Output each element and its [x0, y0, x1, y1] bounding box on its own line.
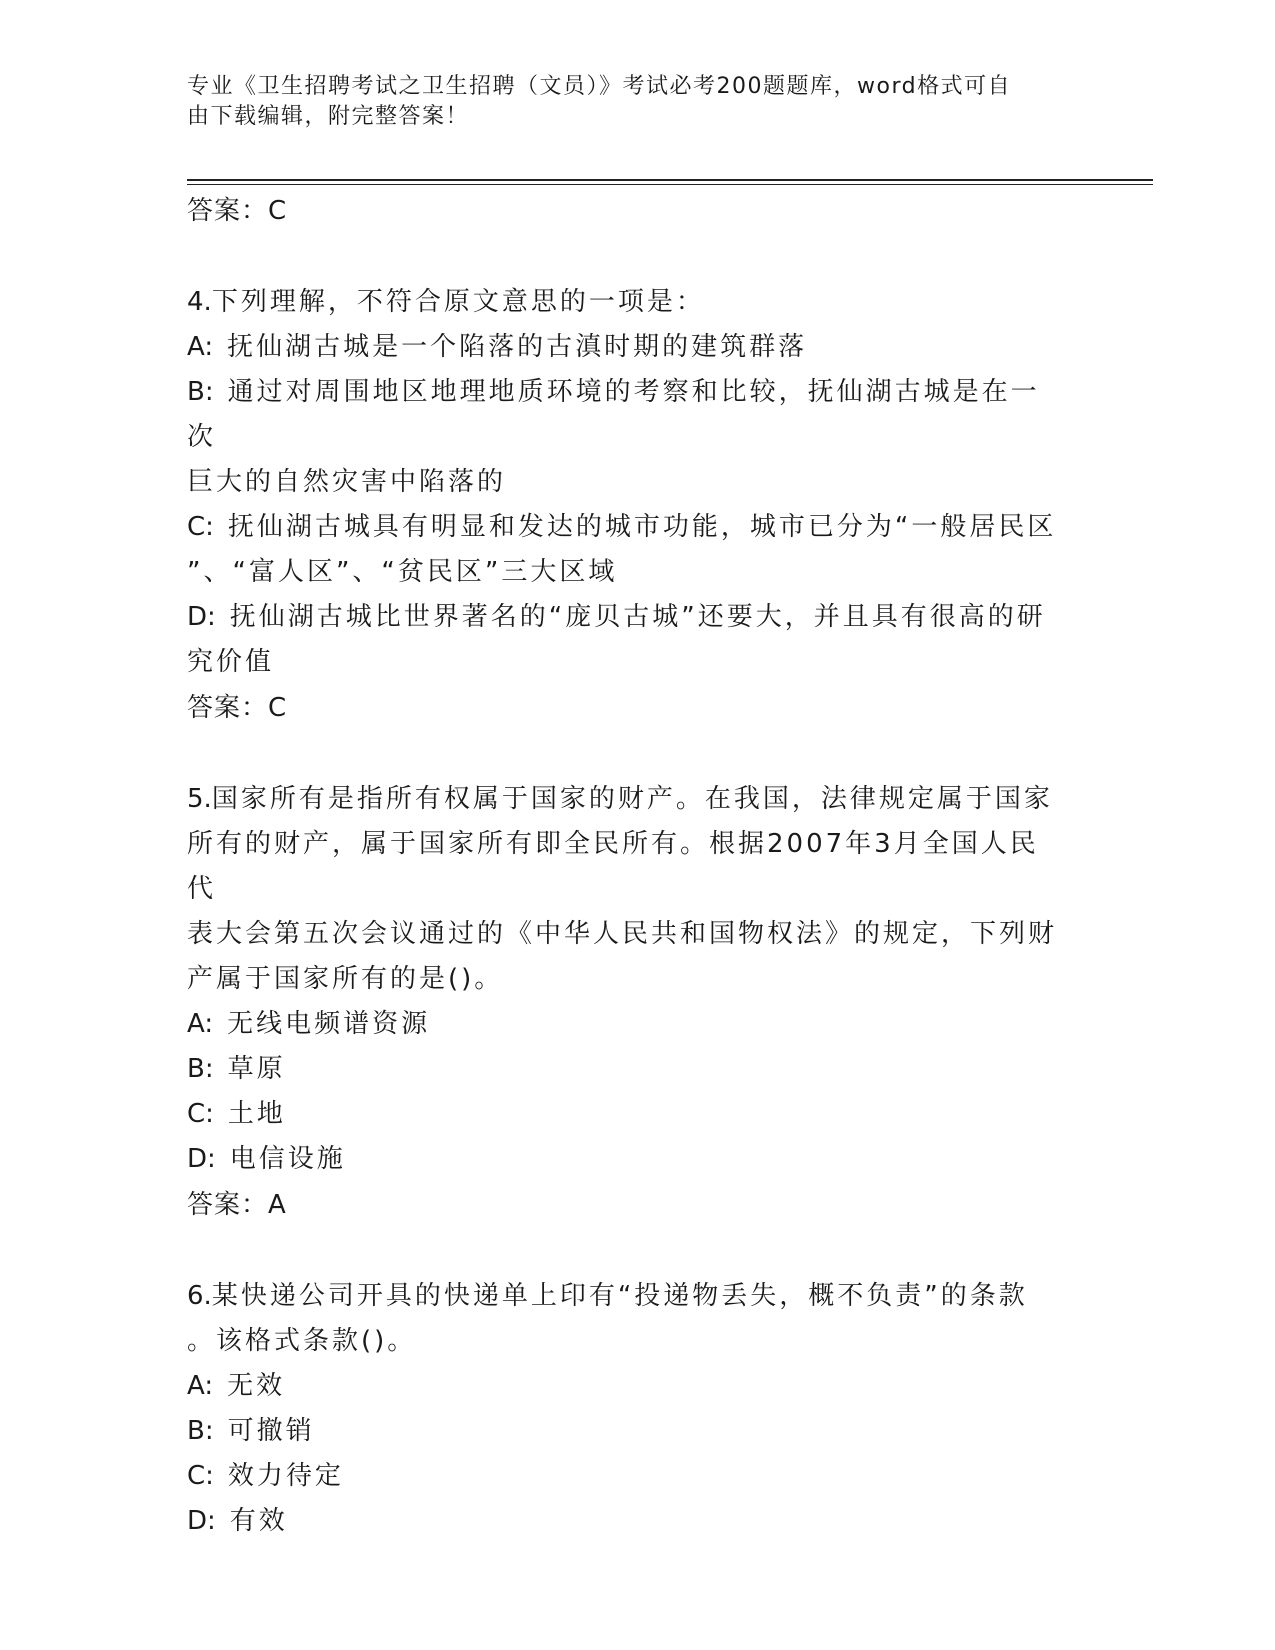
- answer-value: C: [268, 693, 288, 723]
- option-label: D:: [187, 602, 216, 632]
- option-d: [187, 1499, 1067, 1544]
- option-c-continued: ”、“富人区”、“贫民区”三大区域: [187, 557, 618, 587]
- option-label: D:: [187, 1506, 216, 1536]
- option-d: [187, 1137, 1067, 1182]
- question-5: [187, 777, 1067, 1228]
- question-number: 5.: [187, 784, 212, 814]
- option-a: [187, 1364, 1067, 1409]
- option-label: C:: [187, 1461, 214, 1491]
- option-text-line: 抚仙湖古城具有明显和发达的城市功能，城市已分为“一般居民区: [227, 512, 1057, 542]
- question-4: [187, 280, 1067, 731]
- question-number: 4.: [187, 287, 212, 317]
- question-text: [187, 777, 1067, 822]
- option-text-line: 抚仙湖古城比世界著名的“庞贝古城”还要大，并且具有很高的研: [229, 602, 1046, 632]
- question-text: [187, 1274, 1067, 1319]
- header-rule-thin: [187, 184, 1153, 185]
- option-d: [187, 595, 1067, 640]
- header-rule-thick: [187, 179, 1153, 181]
- answer-value: C: [268, 196, 288, 226]
- option-label: B:: [187, 1416, 214, 1446]
- answer-value: A: [268, 1190, 287, 1220]
- option-label: B:: [187, 1054, 214, 1084]
- option-label: C:: [187, 512, 214, 542]
- option-b: [187, 1047, 1067, 1092]
- option-text-line: 有效: [229, 1506, 288, 1536]
- answer-line: [187, 188, 1067, 234]
- question-text-line: 产属于国家所有的是()。: [187, 964, 504, 994]
- question-text-line: 国家所有是指所有权属于国家的财产。在我国，法律规定属于国家: [211, 784, 1053, 814]
- question-text-line: 某快递公司开具的快递单上印有“投递物丢失，概不负责”的条款: [211, 1281, 1028, 1311]
- option-a: [187, 325, 1067, 370]
- question-text-line: 表大会第五次会议通过的《中华人民共和国物权法》的规定，下列财: [187, 919, 1058, 949]
- answer-line: [187, 685, 1067, 731]
- answer-label: 答案：: [187, 693, 269, 723]
- answer-line: [187, 1182, 1067, 1228]
- document-content: [187, 188, 1067, 1544]
- document-header: [187, 72, 1067, 132]
- option-c: [187, 505, 1067, 550]
- question-6: [187, 1274, 1067, 1544]
- option-label: A:: [187, 1371, 214, 1401]
- option-text-line: 无效: [227, 1371, 286, 1401]
- question-text-line: 下列理解，不符合原文意思的一项是：: [211, 287, 705, 317]
- option-text-line: 无线电频谱资源: [227, 1009, 431, 1039]
- option-b-continued: 巨大的自然灾害中陷落的: [187, 467, 507, 497]
- header-line-1: 专业《卫生招聘考试之卫生招聘（文员）》考试必考200题题库，word格式可自: [187, 74, 1012, 99]
- option-label: A:: [187, 332, 214, 362]
- option-text-line: 抚仙湖古城是一个陷落的古滇时期的建筑群落: [227, 332, 808, 362]
- question-text-line: 所有的财产，属于国家所有即全民所有。根据2007年3月全国人民代: [187, 829, 1039, 904]
- option-b: [187, 370, 1067, 460]
- option-text-line: 效力待定: [227, 1461, 344, 1491]
- option-b: [187, 1409, 1067, 1454]
- option-a: [187, 1002, 1067, 1047]
- question-text: [187, 280, 1067, 325]
- option-text-line: 电信设施: [229, 1144, 346, 1174]
- option-text-line: 可撤销: [227, 1416, 315, 1446]
- option-c: [187, 1454, 1067, 1499]
- option-label: C:: [187, 1099, 214, 1129]
- option-d-continued: 究价值: [187, 647, 275, 677]
- option-label: A:: [187, 1009, 214, 1039]
- answer-label: 答案：: [187, 1190, 269, 1220]
- question-number: 6.: [187, 1281, 212, 1311]
- option-text-line: 草原: [227, 1054, 286, 1084]
- question-text-line: 。该格式条款()。: [187, 1326, 417, 1356]
- option-text-line: 通过对周围地区地理地质环境的考察和比较，抚仙湖古城是在一次: [187, 377, 1040, 452]
- option-label: D:: [187, 1144, 216, 1174]
- option-text-line: 土地: [227, 1099, 286, 1129]
- option-c: [187, 1092, 1067, 1137]
- header-line-2: 由下载编辑，附完整答案！: [187, 104, 470, 129]
- option-label: B:: [187, 377, 214, 407]
- answer-label: 答案：: [187, 196, 269, 226]
